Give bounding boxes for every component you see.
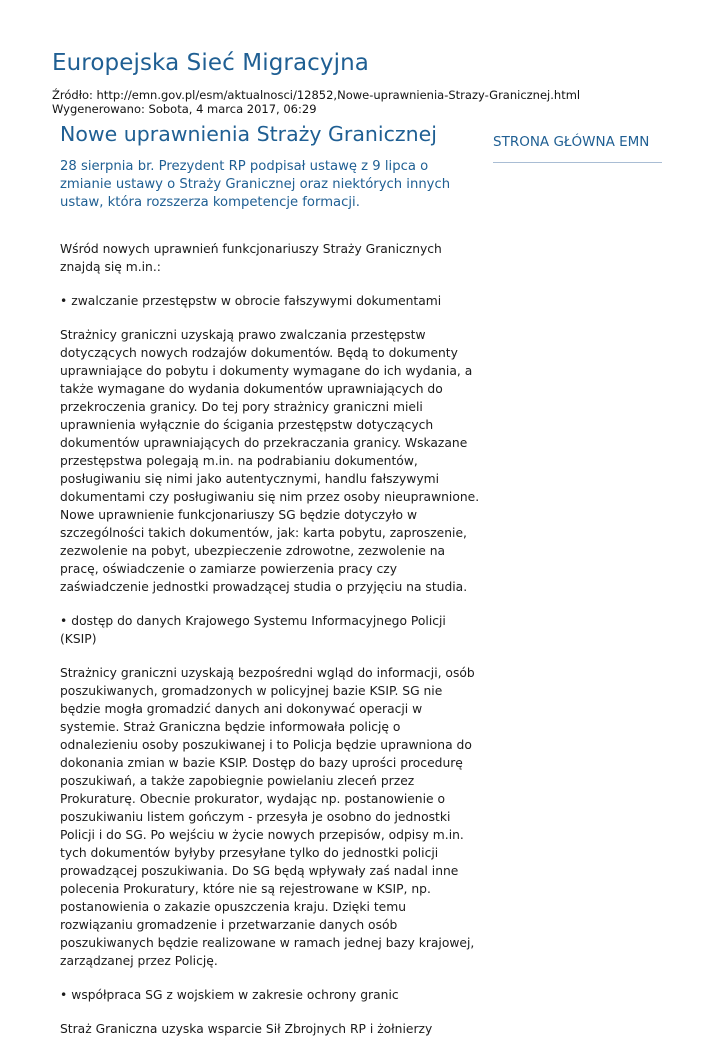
article-title: Nowe uprawnienia Straży Granicznej xyxy=(60,122,437,146)
body-paragraph: Straż Graniczna uzyska wsparcie Sił Zbrojnych RP i żołnierzy xyxy=(60,1022,433,1036)
bullet-item: • współpraca SG z wojskiem w zakresie ochrony granic xyxy=(60,986,480,1004)
bullet-item: • dostęp do danych Krajowego Systemu Informacyjnego Policji (KSIP) xyxy=(60,612,480,648)
site-title: Europejska Sieć Migracyjna xyxy=(52,50,369,76)
generated-date: Wygenerowano: Sobota, 4 marca 2017, 06:29 xyxy=(52,102,317,116)
sidebar xyxy=(493,132,662,163)
bullet-item: • zwalczanie przestępstw w obrocie fałszywymi dokumentami xyxy=(60,292,480,310)
body-paragraph: Strażnicy graniczni uzyskają prawo zwalczania przestępstw dotyczących nowych rodzajów dokumentów. Będą to dokumenty uprawniające do pobytu i dokumenty wymagane do ich wydania, a także wymagane do wydania dokumentów uprawniających do przekroczenia granicy. Do tej pory strażnicy graniczni mieli uprawnienia wyłącznie do ścigania przestępstw dotyczących dokumentów uprawniających do przekraczania granicy. Wskazane przestępstwa polegają m.in. na podrabianiu dokumentów, posługiwaniu się nimi jako autentycznymi, handlu fałszywymi dokumentami czy posługiwaniu się nim przez osoby nieuprawnione. Nowe uprawnienie funkcjonariuszy SG będzie dotyczyło w szczególności takich dokumentów, jak: karta pobytu, zaproszenie, zezwolenie na pobyt, ubezpieczenie zdrowotne, zezwolenie na pracę, oświadczenie o zamiarze powierzenia pracy czy zaświadczenie jednostki prowadzącej studia o przyjęciu na studia. xyxy=(60,328,480,594)
article xyxy=(60,120,480,1038)
sidebar-divider xyxy=(493,162,662,163)
article-body xyxy=(60,240,480,1038)
body-paragraph: Strażnicy graniczni uzyskają bezpośredni wgląd do informacji, osób poszukiwanych, gromadzonych w policyjnej bazie KSIP. SG nie będzie mogła gromadzić danych ani dokonywać operacji w systemie. Straż Graniczna będzie informowała policję o odnalezieniu osoby poszukiwanej i to Policja będzie uprawniona do dokonania zmian w bazie KSIP. Dostęp do bazy uprości procedurę poszukiwań, a także zapobiegnie powielaniu zleceń przez Prokuraturę. Obecnie prokurator, wydając np. postanowienie o poszukiwaniu listem gończym - przesyła je osobno do jednostki Policji i do SG. Po wejściu w życie nowych przepisów, odpisy m.in. tych dokumentów byłyby przesyłane tylko do jednostki policji prowadzącej poszukiwania. Do SG będą wpływały zaś nadal inne polecenia Prokuratury, które nie są rejestrowane w KSIP, np. postanowienia o zakazie opuszczenia kraju. Dzięki temu rozwiązaniu gromadzenie i przetwarzanie danych osób poszukiwanych będzie realizowane w ramach jednej bazy krajowej, zarządzanej przez Policję. xyxy=(60,666,475,968)
document-meta xyxy=(52,88,580,116)
source-url: Źródło: http://emn.gov.pl/esm/aktualnosci/12852,Nowe-uprawnienia-Strazy-Granicznej.html xyxy=(52,88,581,102)
article-lead: 28 sierpnia br. Prezydent RP podpisał ustawę z 9 lipca o zmianie ustawy o Straży Granicznej oraz niektórych innych ustaw, która rozszerza kompetencje formacji. xyxy=(60,159,451,210)
home-link[interactable]: STRONA GŁÓWNA EMN xyxy=(493,134,650,150)
intro-paragraph: Wśród nowych uprawnień funkcjonariuszy Straży Granicznych znajdą się m.in.: xyxy=(60,242,442,274)
